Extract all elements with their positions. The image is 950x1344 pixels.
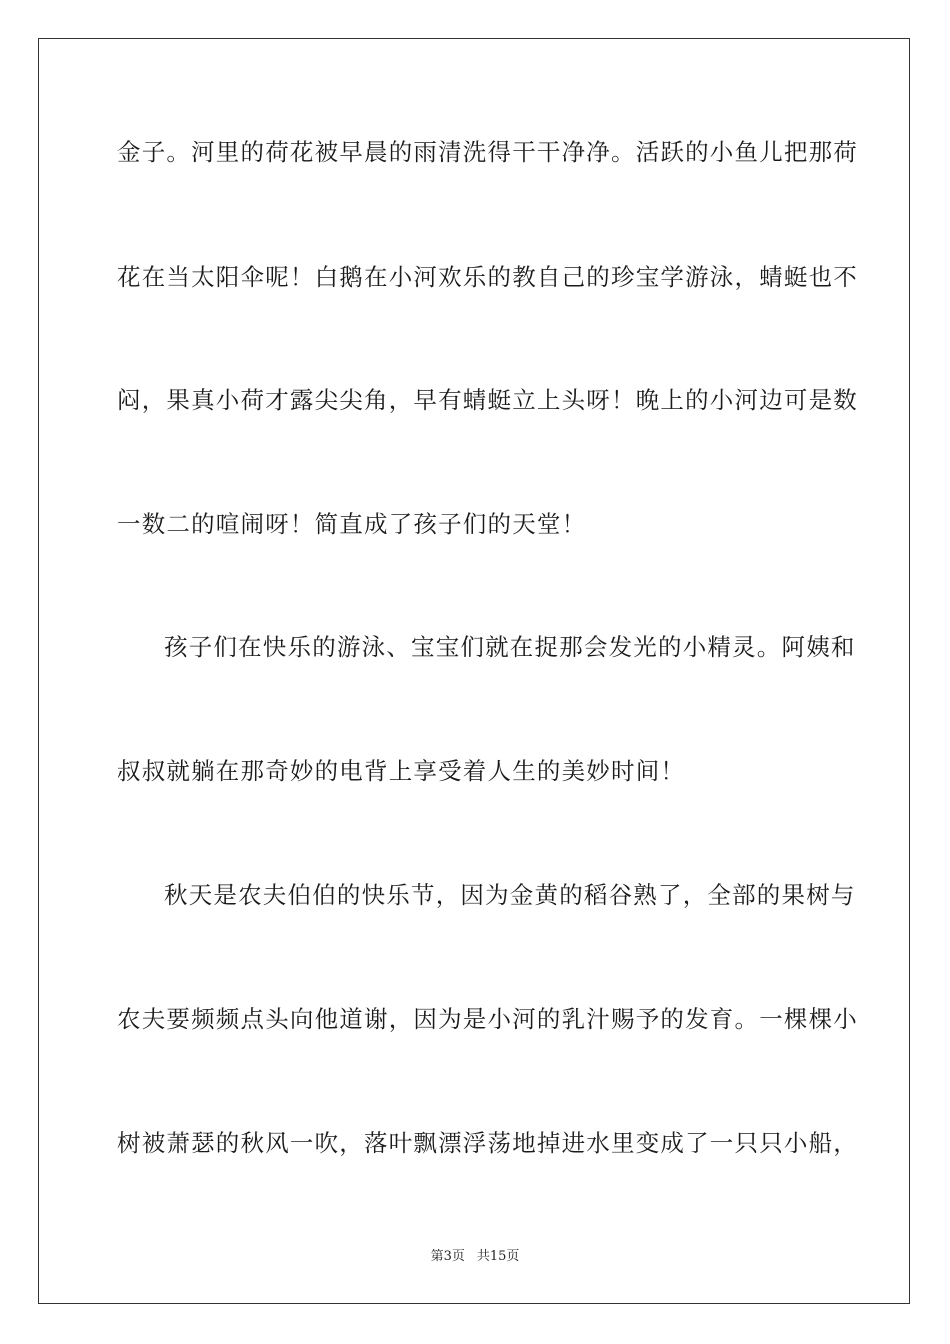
page-border <box>38 38 910 1304</box>
page-number: 第3页 <box>430 1249 465 1264</box>
text-line: 树被萧瑟的秋风一吹，落叶飘漂浮荡地掉进水里变成了一只只小船， <box>117 1129 858 1157</box>
text-line: 叔叔就躺在那奇妙的电背上享受着人生的美妙时间！ <box>117 757 686 785</box>
text-line: 农夫要频频点头向他道谢，因为是小河的乳汁赐予的发育。一棵棵小 <box>117 1005 858 1033</box>
text-line: 金子。河里的荷花被早晨的雨清洗得干干净净。活跃的小鱼儿把那荷 <box>117 138 858 166</box>
page-footer <box>0 1249 950 1265</box>
text-line: 孩子们在快乐的游泳、宝宝们就在捉那会发光的小精灵。阿姨和 <box>164 633 856 661</box>
text-line: 一数二的喧闹呀！简直成了孩子们的天堂！ <box>117 510 587 538</box>
text-line: 花在当太阳伞呢！白鹅在小河欢乐的教自己的珍宝学游泳，蜻蜓也不 <box>117 263 858 291</box>
text-line: 秋天是农夫伯伯的快乐节，因为金黄的稻谷熟了，全部的果树与 <box>164 881 856 909</box>
page-total: 共15页 <box>476 1249 520 1264</box>
text-line: 闷，果真小荷才露尖尖角，早有蜻蜓立上头呀！晚上的小河边可是数 <box>117 386 858 414</box>
